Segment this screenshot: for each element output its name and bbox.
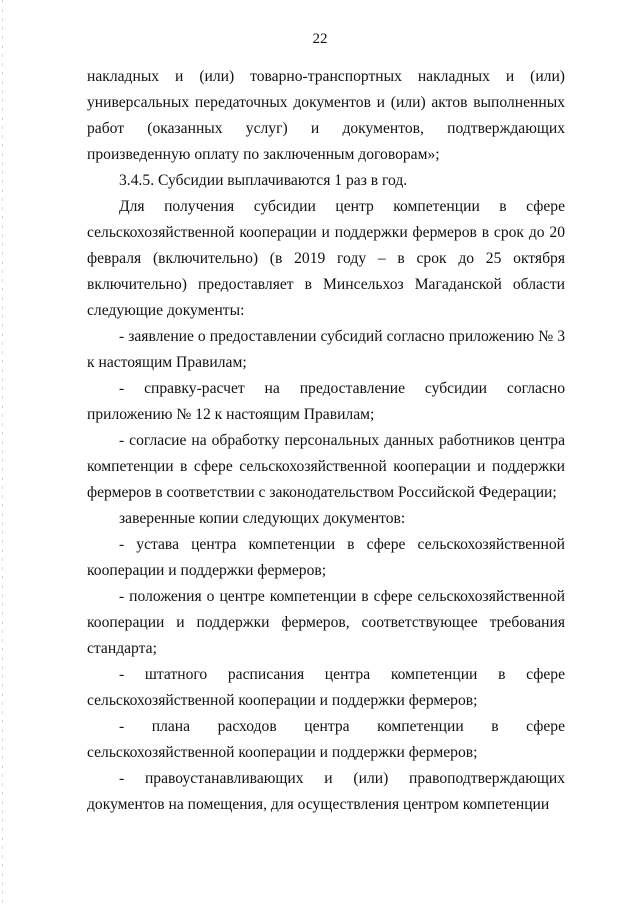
list-item-premises-documents: - правоустанавливающих и (или) правоподтверждающих документов на помещения, для осуществления центром компетенции: [87, 770, 565, 813]
scan-edge-marks: [2, 0, 3, 905]
list-item-regulation: - положения о центре компетенции в сфере сельскохозяйственной кооперации и поддержки фермеров, соответствующее требования стандарта;: [87, 588, 565, 657]
paragraph-certified-copies: заверенные копии следующих документов:: [119, 510, 406, 527]
list-item-application: - заявление о предоставлении субсидий согласно приложению № 3 к настоящим Правилам;: [87, 328, 565, 371]
list-item-staff-schedule: - штатного расписания центра компетенции в сфере сельскохозяйственной кооперации и поддержки фермеров;: [87, 666, 565, 709]
list-item-expense-plan: - плана расходов центра компетенции в сфере сельскохозяйственной кооперации и поддержки фермеров;: [87, 718, 565, 761]
paragraph-continuation: накладных и (или) товарно-транспортных накладных и (или) универсальных передаточных документов и (или) актов выполненных работ (оказанных услуг) и документов, подтверждающих произведенную оплату по заключенным договорам»;: [87, 68, 565, 163]
paragraph-subsidy-conditions: Для получения субсидии центр компетенции в сфере сельскохозяйственной кооперации и поддержки фермеров в срок до 20 февраля (включительно) (в 2019 году – в срок до 25 октября включительно) предоставляет в Минсельхоз Магаданской области следующие документы:: [87, 198, 565, 319]
page-number: 22: [312, 31, 328, 47]
list-item-calculation: - справку-расчет на предоставление субсидии согласно приложению № 12 к настоящим Правилам;: [87, 380, 565, 423]
list-item-charter: - устава центра компетенции в сфере сельскохозяйственной кооперации и поддержки фермеров;: [87, 536, 565, 579]
body-text: [87, 64, 565, 818]
list-item-consent: - согласие на обработку персональных данных работников центра компетенции в сфере сельскохозяйственной кооперации и поддержки фермеров в соответствии с законодательством Российской Федерации;: [87, 432, 565, 501]
paragraph-clause-3-4-5: 3.4.5. Субсидии выплачиваются 1 раз в год.: [119, 172, 408, 189]
